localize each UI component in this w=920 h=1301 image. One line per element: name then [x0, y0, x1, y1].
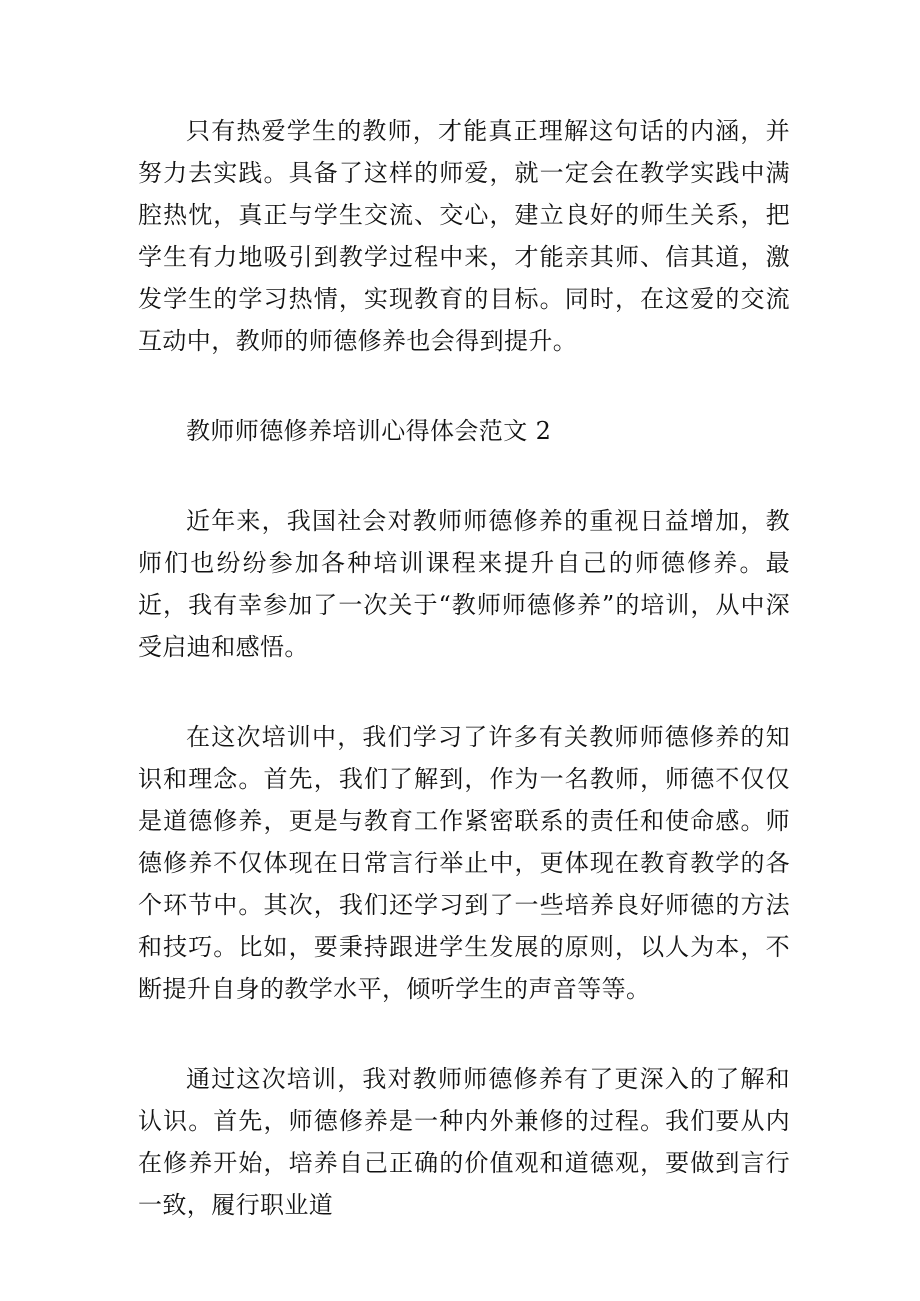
paragraph-3: 在这次培训中，我们学习了许多有关教师师德修养的知识和理念。首先，我们了解到，作为一名教师，师德不仅仅是道德修养，更是与教育工作紧密联系的责任和使命感。师德修养不仅体现在日常言行举止中，更体现在教育教学的各个环节中。其次，我们还学习到了一些培养良好师德的方法和技巧。比如，要秉持跟进学生发展的原则，以人为本，不断提升自身的教学水平，倾听学生的声音等等。: [138, 723, 790, 1003]
paragraph-4: 通过这次培训，我对教师师德修养有了更深入的了解和认识。首先，师德修养是一种内外兼修的过程。我们要从内在修养开始，培养自己正确的价值观和道德观，要做到言行一致，履行职业道: [138, 1065, 790, 1219]
paragraph-1: 只有热爱学生的教师，才能真正理解这句话的内涵，并努力去实践。具备了这样的师爱，就一定会在教学实践中满腔热忱，真正与学生交流、交心，建立良好的师生关系，把学生有力地吸引到教学过程中来，才能亲其师、信其道，激发学生的学习热情，实现教育的目标。同时，在这爱的交流互动中，教师的师德修养也会得到提升。: [138, 117, 790, 355]
paragraph-2: 近年来，我国社会对教师师德修养的重视日益增加，教师们也纷纷参加各种培训课程来提升自己的师德修养。最近，我有幸参加了一次关于“教师师德修养”的培训，从中深受启迪和感悟。: [138, 507, 790, 661]
document-body: [138, 110, 790, 1226]
section-title: 教师师德修养培训心得体会范文 2: [186, 417, 552, 445]
